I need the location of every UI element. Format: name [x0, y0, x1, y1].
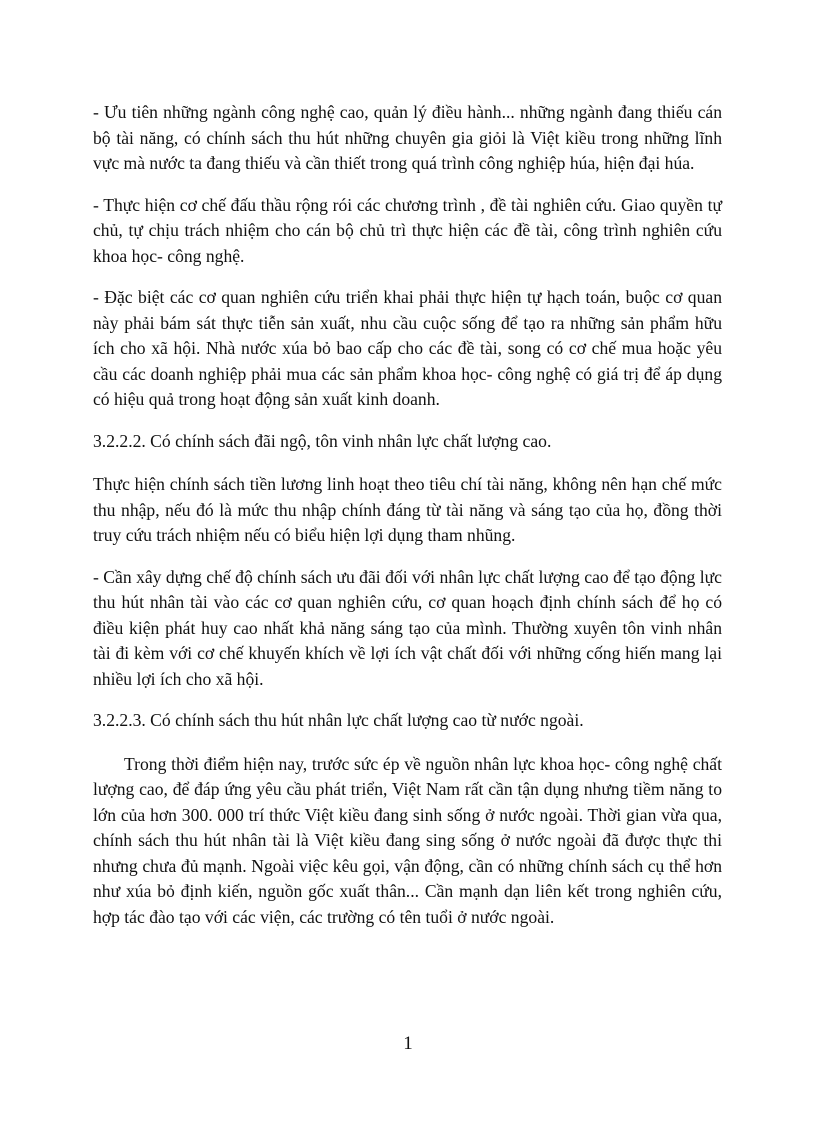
page-number: 1 — [403, 1033, 413, 1054]
section-heading-3-2-2-3: 3.2.2.3. Có chính sách thu hút nhân lực chất lượng cao từ nước ngoài. — [93, 710, 584, 730]
paragraph-3: - Đặc biệt các cơ quan nghiên cứu triển khai phải thực hiện tự hạch toán, buộc cơ quan này phải bám sát thực tiễn sản xuất, nhu cầu cuộc sống để tạo ra những sản phẩm hữu ích cho xã hội. Nhà nước xúa bỏ bao cấp cho các đề tài, song có cơ chế mua hoặc yêu cầu các doanh nghiệp phải mua các sản phẩm khoa học- công nghệ có giá trị để áp dụng có hiệu quả trong hoạt động sản xuất kinh doanh. — [93, 287, 722, 409]
paragraph-5: - Cần xây dựng chế độ chính sách ưu đãi đối với nhân lực chất lượng cao để tạo động lực thu hút nhân tài vào các cơ quan nghiên cứu, cơ quan hoạch định chính sách để họ có điều kiện phát huy cao nhất khả năng sáng tạo của mình. Thường xuyên tôn vinh nhân tài đi kèm với cơ chế khuyến khích về lợi ích vật chất đối với những cống hiến mang lại nhiều lợi ích cho xã hội. — [93, 566, 722, 689]
paragraph-1: - Ưu tiên những ngành công nghệ cao, quản lý điều hành... những ngành đang thiếu cán bộ tài năng, có chính sách thu hút những chuyên gia giỏi là Việt kiều trong những lĩnh vực mà nước ta đang thiếu và cần thiết trong quá trình công nghiệp húa, hiện đại húa. — [93, 102, 722, 173]
paragraph-2: - Thực hiện cơ chế đấu thầu rộng rói các chương trình , đề tài nghiên cứu. Giao quyền tự chủ, tự chịu trách nhiệm cho cán bộ chủ trì thực hiện các đề tài, công trình nghiên cứu khoa học- công nghệ. — [93, 194, 722, 266]
paragraph-4: Thực hiện chính sách tiền lương linh hoạt theo tiêu chí tài năng, không nên hạn chế mức thu nhập, nếu đó là mức thu nhập chính đáng từ tài năng và sáng tạo của họ, đồng thời truy cứu trách nhiệm nếu có biểu hiện lợi dụng tham nhũng. — [93, 474, 722, 545]
section-heading-3-2-2-2: 3.2.2.2. Có chính sách đãi ngộ, tôn vinh nhân lực chất lượng cao. — [93, 430, 552, 451]
document-page — [93, 100, 722, 946]
paragraph-6: Trong thời điểm hiện nay, trước sức ép về nguồn nhân lực khoa học- công nghệ chất lượng cao, để đáp ứng yêu cầu phát triển, Việt Nam rất cần tận dụng nhưng tiềm năng to lớn của hơn 300. 000 trí thức Việt kiều đang sinh sống ở nước ngoài. Thời gian vừa qua, chính sách thu hút nhân tài là Việt kiều đang sing sống ở nước ngoài đã được thực thi nhưng chưa đủ mạnh. Ngoài việc kêu gọi, vận động, cần có những chính sách cụ thể hơn như xúa bỏ định kiến, nguồn gốc xuất thân... Cần mạnh dạn liên kết trong nghiên cứu, hợp tác đào tạo với các viện, các trường có tên tuổi ở nước ngoài. — [93, 753, 722, 927]
